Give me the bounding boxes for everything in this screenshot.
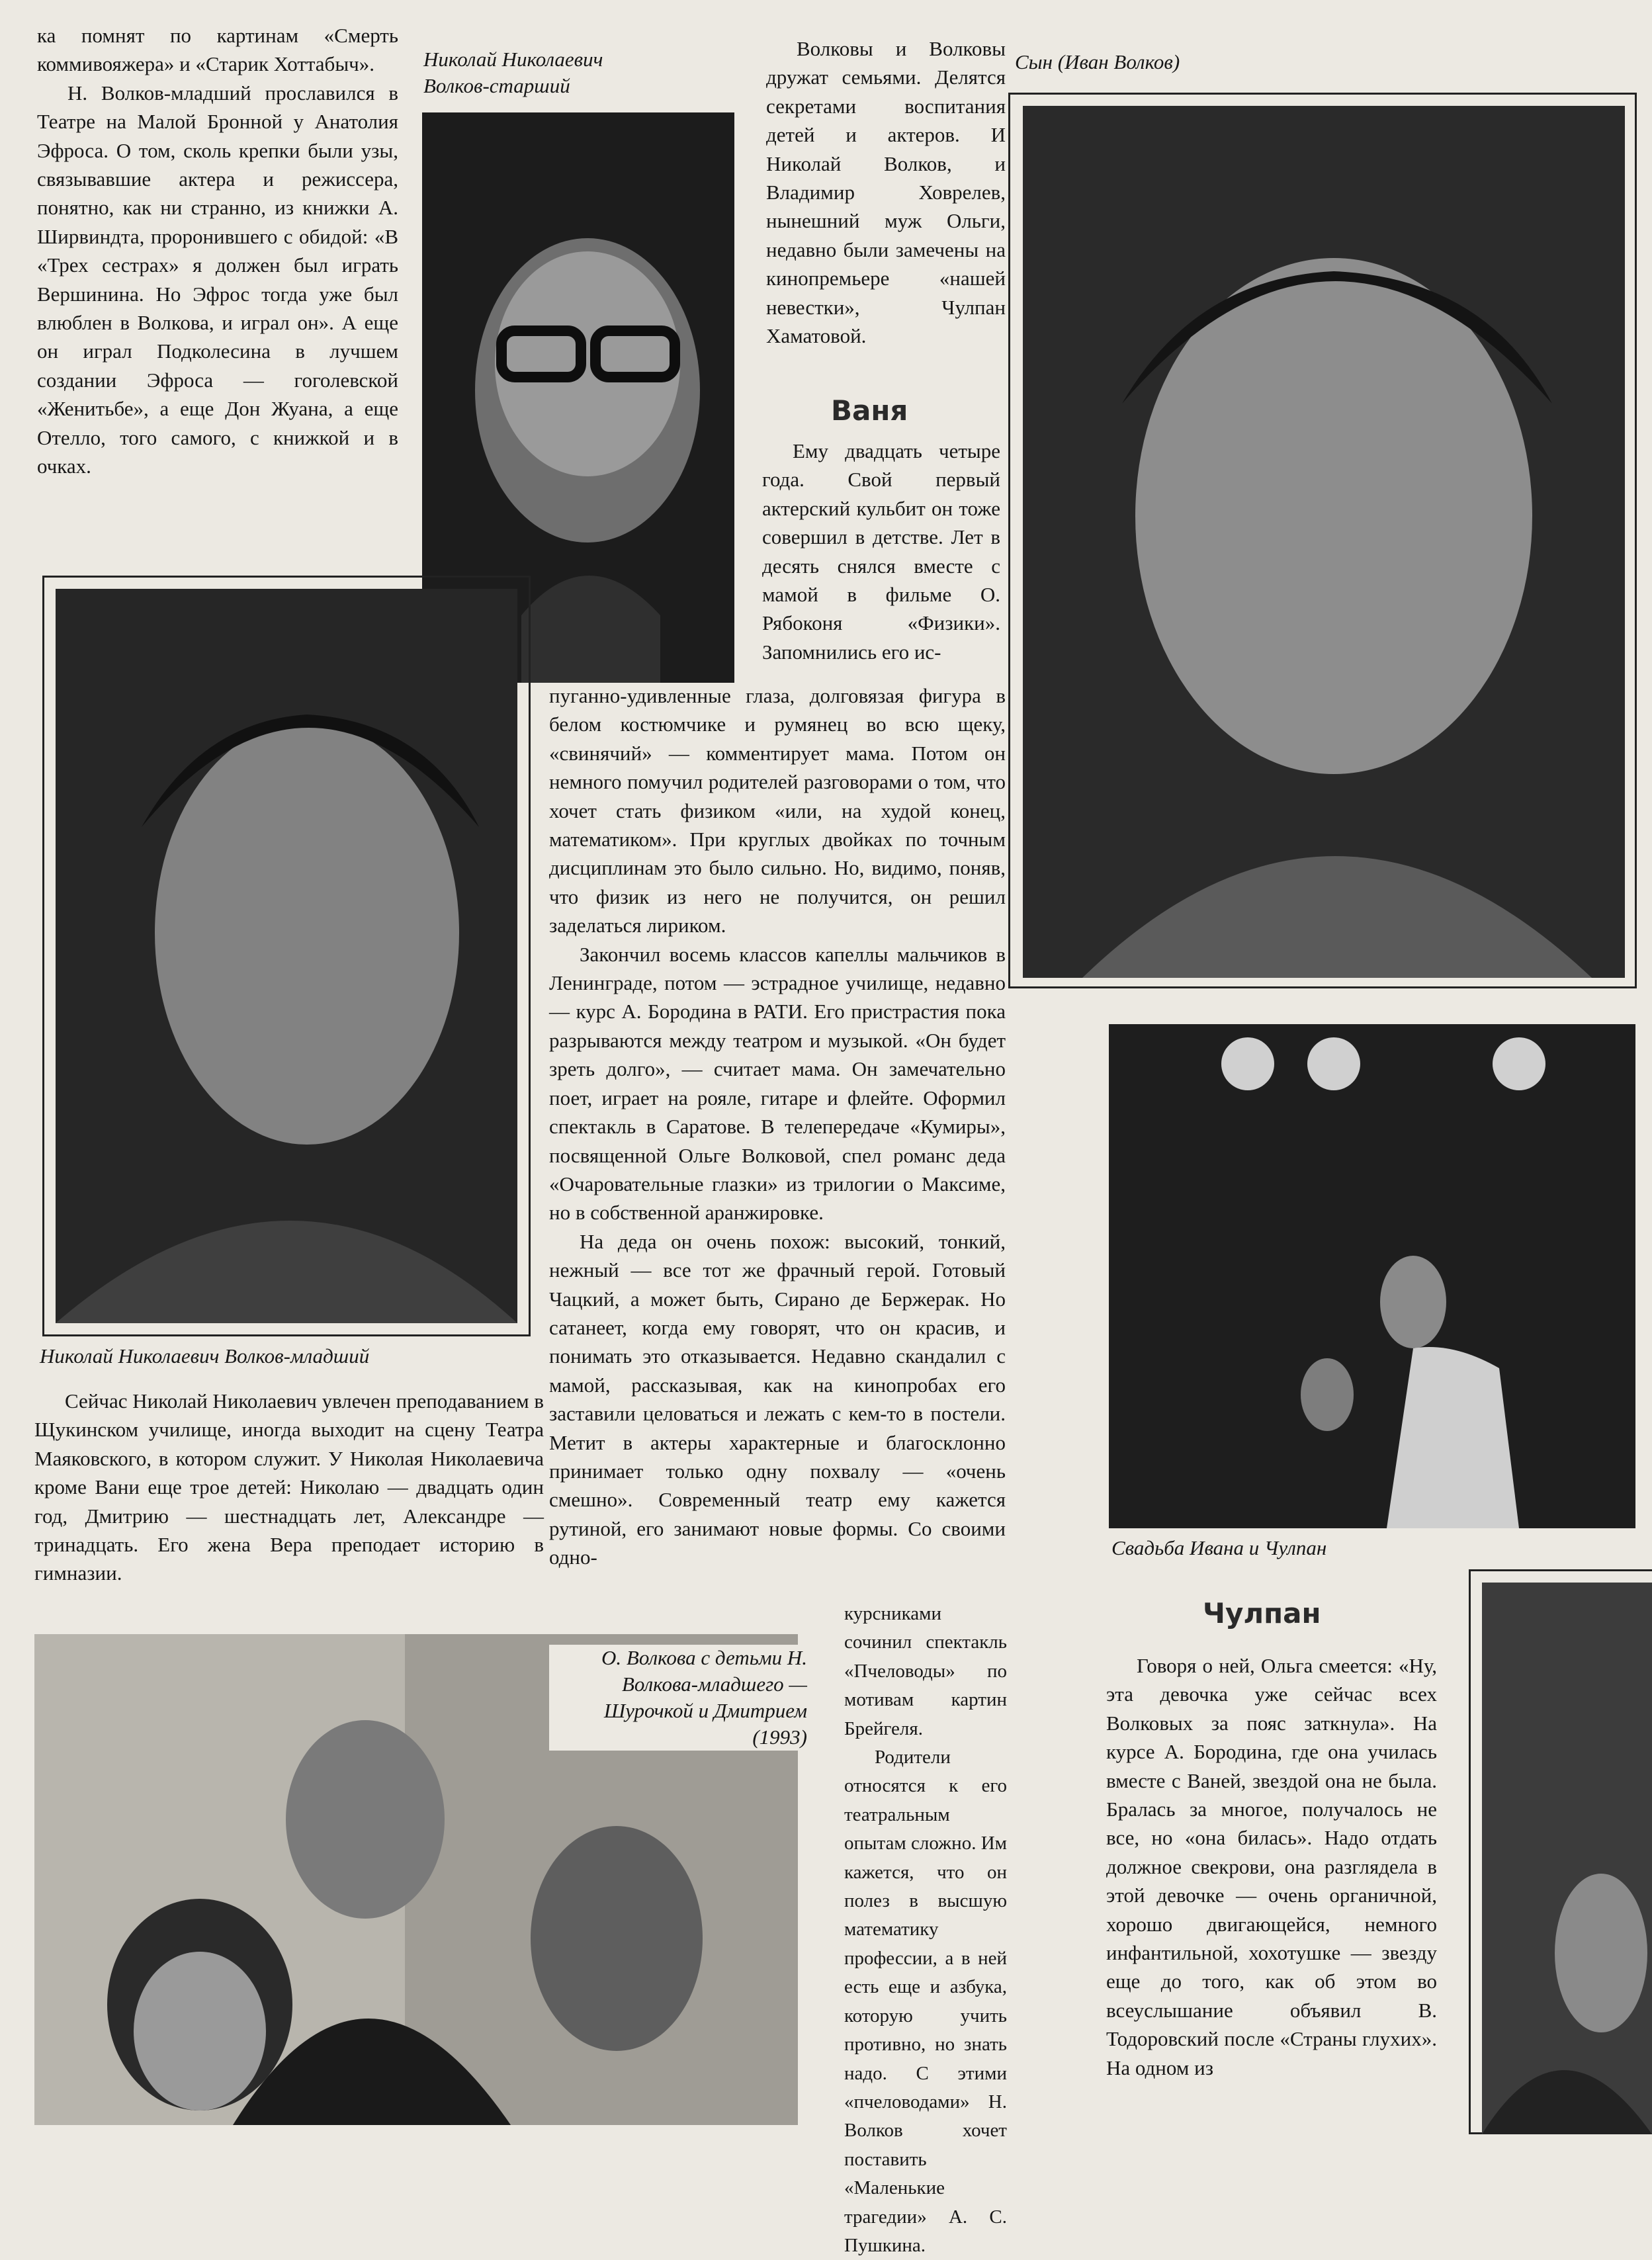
paragraph: Закончил восемь классов капеллы мальчиков в Ленинграде, потом — эстрадное училище, недавно — курс А. Бородина в РАТИ. Его пристрастия пока разрываются между театром и музыкой. «Он будет зреть долго», — считает мама. Он замечательно поет, играет на рояле, гитаре и флейте. Оформил спектакль в Саратове. В телепередаче «Кумиры», посвященной Ольге Волковой, спел романс деда «Очаровательные глазки» из трилогии о Максиме, но в собственной аранжировке.: [549, 942, 1006, 1225]
paragraph: Говоря о ней, Ольга смеется: «Ну, эта девочка уже сейчас всех Волковых за пояс заткнула». На курсе А. Бородина, где она училась вместе с Ваней, звездой она не была. Бралась за многое, получалось не все, но «она билась». Надо отдать должное свекрови, она разглядела в этой девочке — очень органичной, хорошо двигающейся, немного инфантильной, хохотушке — звезду еще до того, как об этом во всеуслышание объявил В. Тодоровский после «Страны глухих». На одном из: [1106, 1654, 1437, 2079]
paragraph: Ему двадцать четыре года. Свой первый актерский кульбит он тоже совершил в детстве. Лет в десять снялся вместе с мамой в фильме О. Рябоконя «Физики». Запомнились его ис-: [762, 439, 1000, 664]
paragraph: ка помнят по картинам «Смерть коммивояжера» и «Старик Хоттабыч».: [37, 24, 398, 76]
caption-family: О. Волкова с детьми Н. Волкова-младшего — Шурочкой и Дмитрием (1993): [549, 1645, 807, 1751]
vanya-narrow-text: [762, 437, 1000, 666]
paragraph: пуганно-удивленные глаза, долговязая фигура в белом костюмчике и румянец во всю щеку, «свинячий» — комментирует мама. Потом он немного помучил родителей разговорами о том, что хочет стать физиком «или, на худой конец, математиком». При круглых двойках по точным дисциплинам это было сильно. Но, видимо, поняв, что физик из него не получится, он решил заделаться лириком.: [549, 684, 1006, 937]
paragraph: Сейчас Николай Николаевич увлечен преподаванием в Щукинском училище, иногда выходит на сцену Театра Маяковского, в котором служит. У Николая Николаевича кроме Вани еще трое детей: Николаю — двадцать один год, Дмитрию — шестнадцать лет, Александре — тринадцать. Его жена Вера преподает историю в гимназии.: [34, 1389, 544, 1585]
paragraph: курсниками сочинил спектакль «Пчеловоды» по мотивам картин Брейгеля.: [844, 1603, 1007, 1739]
heading-chulpan: Чулпан: [1203, 1597, 1321, 1630]
column3-top-text: [766, 34, 1006, 350]
heading-vanya: Ваня: [831, 394, 908, 427]
photo-wedding: [1109, 1024, 1635, 1528]
paragraph: На деда он очень похож: высокий, тонкий, нежный — все тот же фрачный герой. Готовый Чацкий, а может быть, Сирано де Бержерак. Но сатанеет, когда ему говорят, что он красив, и понимать это отказывается. Недавно скандалил с мамой, рассказывая, как на кинопробах его заставили целоваться и лежать с кем-то в постели. Метит в актеры характерные и благосклонно принимает только одну похвалу — «очень смешно». Современный театр ему кажется рутиной, его занимают новые формы. Со своими одно-: [549, 1229, 1006, 1569]
paragraph: Родители относятся к его театральным опытам сложно. Им кажется, что он полез в высшую математику профессии, а в ней есть еще и азбука, которую учить противно, но знать надо. С этими «пчеловодами» Н. Волков хочет поставить «Маленькие трагедии» А. С. Пушкина.: [844, 1747, 1007, 2256]
chulpan-text: [1106, 1651, 1437, 2082]
caption-elder: Николай Николаевич Волков-старший: [423, 48, 603, 97]
vanya-wide-text: [549, 681, 1006, 1572]
caption-wedding: Свадьба Ивана и Чулпан: [1111, 1536, 1327, 1559]
column1-middle-text: [34, 1387, 544, 1588]
caption-son: Сын (Иван Волков): [1015, 50, 1180, 73]
paragraph: Волковы и Волковы дружат семьями. Делятся секретами воспитания детей и актеров. И Николай Волков, и Владимир Ховрелев, нынешний муж Ольги, недавно были замечены на кинопремьере «нашей невестки», Чулпан Хаматовой.: [766, 37, 1006, 348]
vanya-bottom-text: [844, 1600, 1007, 2260]
photo-ivan-volkov: [1023, 106, 1625, 978]
photo-chulpan-partial: [1482, 1583, 1652, 2134]
photo-volkov-younger: [56, 589, 517, 1323]
paragraph: Н. Волков-младший прославился в Театре на Малой Бронной у Анатолия Эфроса. О том, сколь крепки были узы, связывавшие актера и режиссера, понятно, как ни странно, из книжки А. Ширвиндта, проронившего с обидой: «В «Трех сестрах» я должен был играть Вершинина. Но Эфрос тогда уже был влюблен в Волкова, и играл он». А еще он играл Подколесина в лучшем создании Эфроса — гоголевской «Женитьбе», а еще Дон Жуана, а еще Отелло, того самого, с книжкой и в очках.: [37, 81, 398, 478]
column1-top-text: [37, 21, 398, 481]
caption-younger: Николай Николаевич Волков-младший: [40, 1344, 370, 1368]
